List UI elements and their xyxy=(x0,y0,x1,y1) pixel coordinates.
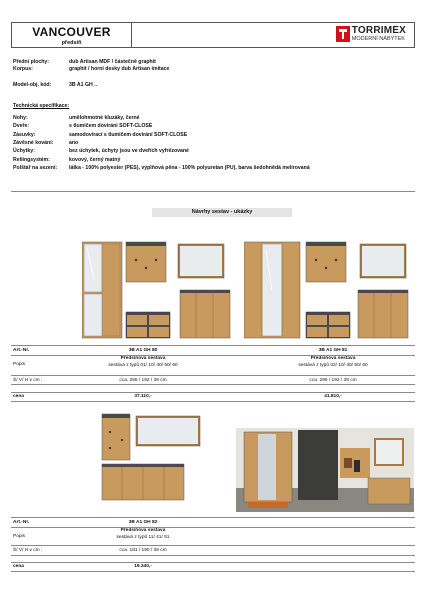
divider xyxy=(11,191,415,192)
product-subtitle: předsíň xyxy=(61,40,82,46)
title-box xyxy=(12,23,132,47)
price-label: cena xyxy=(13,564,24,569)
set-81-name: Předsíňová sestava xyxy=(310,356,356,361)
table-rule xyxy=(11,401,415,402)
wardrobe-double-mirror xyxy=(244,242,300,338)
tech-specs xyxy=(13,114,310,172)
tech-row: Nohy: umělohmotné kluzáky, černé xyxy=(13,115,140,122)
art-label: Art.-Nr. xyxy=(13,520,30,525)
wall-mirror xyxy=(136,416,200,446)
header xyxy=(11,22,415,48)
tech-row: Zásuvky: samodovírací s tlumičem dovírání SOFT-CLOSE xyxy=(13,131,188,138)
set-82-name: Předsíňová sestava xyxy=(120,528,166,533)
set-80-dims: cca. 255 / 192 / 38 cm xyxy=(119,378,167,383)
basic-specs xyxy=(13,58,169,88)
set-82-price: 19.340,- xyxy=(134,564,152,569)
wardrobe-mirror xyxy=(82,242,122,338)
designs-heading: Návrhy sestav - ukázky xyxy=(152,208,292,217)
tech-row: Závěsné kování: ano xyxy=(13,140,79,147)
bench xyxy=(306,312,350,338)
table-rule xyxy=(11,571,415,572)
set-81-price: 41.810,- xyxy=(324,394,342,399)
coat-rack xyxy=(102,414,130,460)
logo-name: TORRIMEX xyxy=(351,25,406,36)
spec-row: Korpus: graphit / horní desky dub Artisan imitace xyxy=(13,66,170,73)
price-label: cena xyxy=(13,394,24,399)
set-80-illustration xyxy=(82,240,240,340)
tech-row: Dveře: s tlumičem dovírání SOFT-CLOSE xyxy=(13,123,153,130)
logo-mark-icon xyxy=(336,26,350,42)
product-title: VANCOUVER xyxy=(32,25,111,39)
dims-label: Š/ V/ H v cm : xyxy=(13,548,43,553)
shoe-cabinet xyxy=(358,290,408,338)
table-rule xyxy=(11,517,415,518)
torrimex-logo xyxy=(336,26,406,42)
dims-label: Š/ V/ H v cm : xyxy=(13,378,43,383)
coat-rack xyxy=(126,242,166,282)
spec-row-spacer xyxy=(13,73,169,81)
tech-spec-title: Technická specifikace: xyxy=(13,103,70,109)
tech-row: Reliingsystém: kovový, černý matný xyxy=(13,156,121,163)
logo-box xyxy=(132,23,414,47)
shoe-cabinet xyxy=(102,464,184,500)
wall-mirror xyxy=(360,244,406,278)
tech-row: Úchytky: bez úchytek, úchyty jsou ve dveřích vyfrézované xyxy=(13,148,189,155)
set-80-desc: sestává z typů 01/ 10/ 40/ 50/ 60 xyxy=(108,363,178,368)
tech-row: Polštář na sezení: látka - 100% polyester (PES), výplňová pěna - 100% polyuretan (PU), barva šedohnědá melírovaná xyxy=(13,164,310,171)
set-82-dims: cca. 181 / 190 / 38 cm xyxy=(119,548,167,553)
art-label: Art.-Nr. xyxy=(13,348,30,353)
table-rule xyxy=(11,545,415,546)
table-rule xyxy=(11,375,415,376)
logo-tagline: MODERNÍ NÁBYTEK xyxy=(351,36,405,42)
table-rule xyxy=(11,355,415,356)
shoe-cabinet xyxy=(180,290,230,338)
spec-row: Model-obj. kód: 3B A1 GH .. xyxy=(13,81,98,88)
set-82-art: 3B A1 GH 82 xyxy=(128,520,158,525)
set-80-price: 37.110,- xyxy=(134,394,152,399)
bench xyxy=(126,312,170,338)
coat-rack xyxy=(306,242,346,282)
room-photo xyxy=(236,428,414,512)
set-80-name: Předsíňová sestava xyxy=(120,356,166,361)
table-rule xyxy=(11,562,415,563)
set-82-illustration xyxy=(100,410,212,502)
popis-label: Popis xyxy=(13,362,25,367)
table-rule xyxy=(11,527,415,528)
sets-table-1 xyxy=(13,348,413,408)
set-81-dims: cca. 295 / 192 / 38 cm xyxy=(309,378,357,383)
set-81-illustration xyxy=(244,240,412,340)
wall-mirror xyxy=(178,244,224,278)
table-rule xyxy=(11,384,415,385)
table-rule xyxy=(11,392,415,393)
set-81-desc: sestává z typů 02/ 10/ 40/ 50/ 60 xyxy=(298,363,368,368)
set-80-art: 3B A1 GH 80 xyxy=(128,348,158,353)
set-82-desc: sestává z typů 11/ 41/ 51 xyxy=(116,535,170,540)
table-rule xyxy=(11,345,415,346)
table-rule xyxy=(11,555,415,556)
spec-row: Přední plochy: dub Artisan MDF / částečně graphit xyxy=(13,58,156,65)
popis-label: Popis xyxy=(13,534,25,539)
set-81-art: 3B A1 GH 81 xyxy=(318,348,348,353)
